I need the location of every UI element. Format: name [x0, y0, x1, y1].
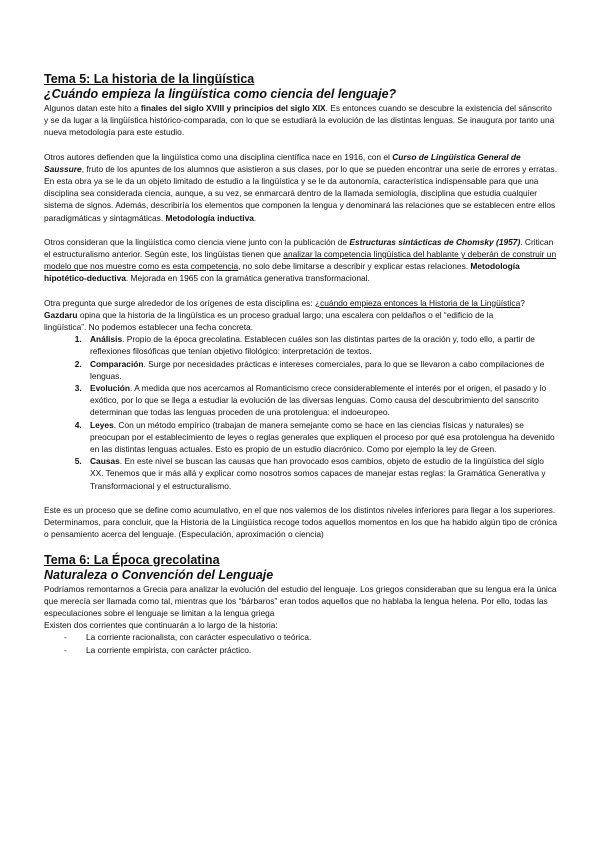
currents-list	[44, 631, 558, 655]
tema6-paragraph-2: Existen dos corrientes que continuarán a lo largo de la historia:	[44, 620, 278, 631]
levels-list	[44, 333, 558, 492]
tema5-paragraph-3: Otros consideran que la lingüística como ciencia viene junto con la publicación de Estructuras sintácticas de Chomsky (1957). Critican el estructuralismo anterior. Según este, los lingüistas tienen que analizar la competencia lingüística del hablante y deberán de construir un modelo que nos muestre como es esta competencia, no solo debe limitarse a describir y explicar estas relaciones. Metodología hipotético-deductiva. Mejorada en 1965 con la gramática generativa transformacional.	[44, 236, 557, 284]
list-item: 3. Evolución. A medida que nos acercamos al Romanticismo crece considerablemente el interés por el origen, el pasado y lo exótico, por lo que se llega a estudiar la evolución de las diversas lenguas. Como causa del descubrimiento del sanscrito determinan que todas las lenguas proceden de una protolengua: el indoeuropeo.	[84, 382, 558, 419]
tema5-paragraph-5: Gazdaru opina que la historia de la lingüística es un proceso gradual largo; una escalera con peldaños o el “edificio de la lingüística”. No podemos establecer una fecha concreta.	[44, 309, 494, 333]
list-item: 4. Leyes. Con un método empírico (trabajan de manera semejante como se hace en las ciencias físicas y naturales) se preocupan por el establecimiento de leyes o reglas generales que expliquen el proceso por qué esa protolengua ha devenido en las distintas lenguas actuales. Esto es propio de un estudio diacrónico. Como por ejemplo la ley de Green.	[84, 419, 558, 456]
tema6-subtitle: Naturaleza o Convención del Lenguaje	[44, 567, 274, 582]
tema5-subtitle: ¿Cuándo empieza la lingüística como ciencia del lenguaje?	[44, 87, 397, 101]
tema6-paragraph-1: Podríamos remontarnos a Grecia para analizar la evolución del estudio del lenguaje. Los griegos consideraban que su lengua era la única que merecía ser llamada como tal, mientras que los “bárbaros” eran todos aquellos que no hablaba la lengua helena. Por ello, todas las especulaciones sobre el lenguaje se limitan a la lengua griega	[44, 583, 557, 618]
tema5-paragraph-7: Determinamos, para concluir, que la Historia de la Lingüística recoge todos aquellos momentos en los que ha habido algún tipo de crónica o pensamiento acerca del lenguaje. (Especulación, aproximación o ciencia)	[44, 517, 558, 540]
list-item: 5. Causas. En este nivel se buscan las causas que han provocado esos cambios, objeto de estudio de la lingüística del siglo XX. Tenemos que ir más allá y explicar como nosotros somos capaces de manejar estas reglas: la Gramática Generativa y Transformacional y el estructuralismo.	[84, 455, 558, 492]
tema5-paragraph-2: Otros autores defienden que la lingüística como una disciplina científica nace en 1916, con el Curso de Lingüística General de Saussure, fruto de los apuntes de los alumnos que asistieron a sus clases, por lo que se pueden encontrar una serie de errores y erratas. En esta obra ya se le da un objeto limitado de estudio a la lingüística y se le da autonomía, característica indispensable para que una disciplina sea considerada ciencia, aunque, a su vez, se enmarcará dentro de la llamada semiología, disciplina que estudia cualquier sistema de signos. Además, describiría los elementos que componen la lengua y denominará las relaciones que se establecen entre ellos paradigmáticas y sintagmáticas. Metodología inductiva.	[44, 151, 558, 223]
list-item: 2. Comparación. Surge por necesidades prácticas e intereses comerciales, para lo que se llevaron a cabo compilaciones de lenguas.	[84, 358, 558, 382]
tema5-title: Tema 5: La historia de la lingüística	[44, 72, 255, 86]
list-item: - La corriente empirista, con carácter práctico.	[64, 644, 252, 655]
document-page	[44, 72, 558, 656]
list-item: 1. Análisis. Propio de la época grecolatina. Establecen cuáles son las distintas partes de la oración y, todo ello, a partir de reflexiones filosóficas que tenían objetivo filológico: interpretación de textos.	[84, 333, 558, 357]
tema5-paragraph-1: Algunos datan este hito a finales del siglo XVIII y principios del siglo XIX. Es entonces cuando se descubre la existencia del sánscrito y se da lugar a la lingüística histórico-comparada, con lo que se estudiará la evolución de las distintas lenguas. Se inaugura por tanto una nueva metodología para este estudio.	[44, 103, 555, 138]
tema5-paragraph-6: Este es un proceso que se define como acumulativo, en el que nos valemos de los distintos niveles inferiores para llegar a los superiores.	[44, 504, 556, 515]
tema5-paragraph-4: Otra pregunta que surge alrededor de los orígenes de esta disciplina es: ¿cuándo empieza entonces la Historia de la Lingüística?	[44, 297, 525, 308]
tema6-title: Tema 6: La Época grecolatina	[44, 552, 220, 567]
list-item: - La corriente racionalista, con carácter especulativo o teórica.	[64, 632, 312, 643]
